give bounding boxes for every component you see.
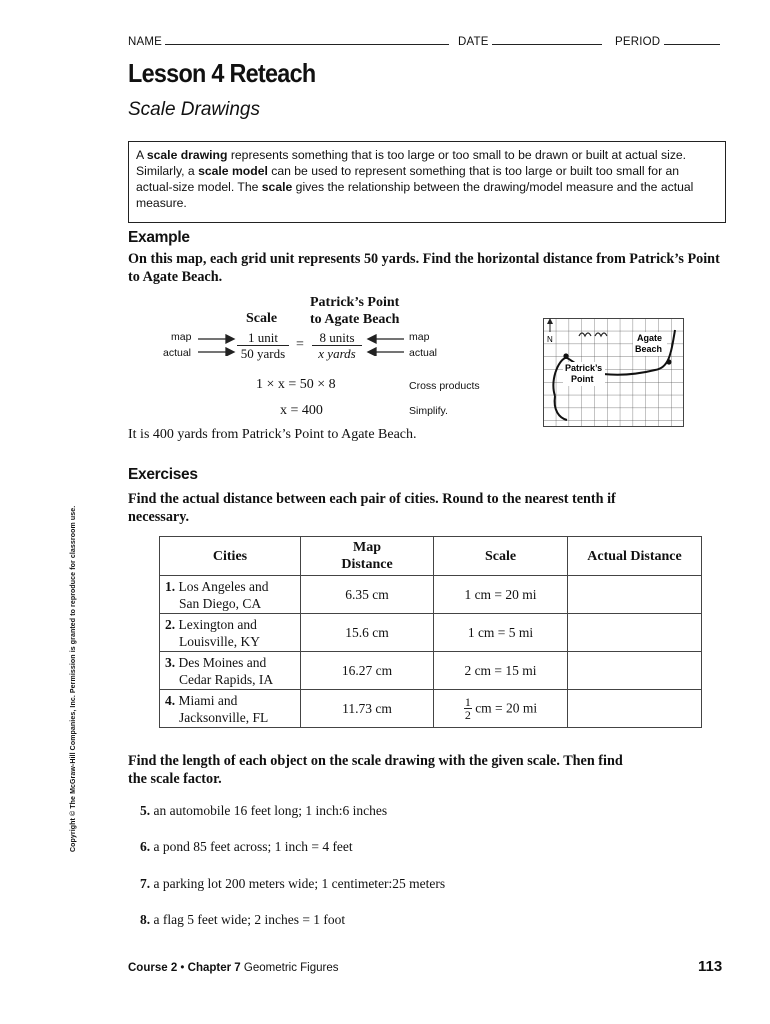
city-line1: Miami and <box>178 692 238 708</box>
table-row <box>160 690 702 728</box>
footer-chapter: Chapter 7 <box>187 962 241 974</box>
patrick-label-2: Point <box>571 374 594 384</box>
column-header-cities: Cities <box>160 537 301 576</box>
actual-distance-cell[interactable] <box>568 690 702 728</box>
city-line2: San Diego, CA <box>179 595 262 611</box>
exercises-instruction-1: Find the actual distance between each pair of cities. Round to the nearest tenth if necessary. <box>128 491 616 525</box>
term-scale-drawing: scale drawing <box>146 148 228 162</box>
table-row <box>160 614 702 652</box>
footer-course: Course 2 <box>128 962 178 974</box>
exercises-instruction-2: Find the length of each object on the scale drawing with the given scale. Then find the scale factor. <box>128 753 623 787</box>
item-text: a flag 5 feet wide; 2 inches = 1 foot <box>153 912 346 927</box>
definition-text: gives the relationship between the drawing/model measure and the actual measure. <box>136 180 694 210</box>
row-number: 4. <box>165 692 176 708</box>
city-line2: Louisville, KY <box>179 633 260 649</box>
actual-label-right: actual <box>409 347 438 359</box>
right-arrows <box>366 332 406 356</box>
map-distance-cell: 6.35 cm <box>301 576 434 614</box>
fraction-denominator: 50 yards <box>240 346 286 361</box>
city-cell <box>160 690 301 728</box>
fraction-distance <box>312 330 362 362</box>
exercise-item <box>140 912 345 928</box>
actual-distance-cell[interactable] <box>568 576 702 614</box>
city-line2: Cedar Rapids, IA <box>179 671 274 687</box>
definition-text: A <box>136 148 147 162</box>
item-text: a pond 85 feet across; 1 inch = 4 feet <box>153 839 353 854</box>
column-header-map-distance <box>301 537 434 576</box>
example-heading: Example <box>128 229 190 246</box>
table-row <box>160 652 702 690</box>
item-number: 6. <box>140 839 151 854</box>
scale-text: cm = 20 mi <box>471 700 538 716</box>
period-field <box>615 34 720 48</box>
cross-products-equation: 1 × x = 50 × 8 <box>256 377 336 392</box>
page-number: 113 <box>698 958 723 975</box>
fraction-numerator: 1 <box>464 695 471 709</box>
actual-distance-cell[interactable] <box>568 614 702 652</box>
example-prompt: On this map, each grid unit represents 50 yards. Find the horizontal distance from Patrick’s Point to Agate Beach. <box>128 251 720 285</box>
map-label-right: map <box>409 331 430 343</box>
example-conclusion: It is 400 yards from Patrick’s Point to Agate Beach. <box>128 427 417 442</box>
item-number: 7. <box>140 876 151 891</box>
page-subtitle: Scale Drawings <box>128 99 260 120</box>
patrick-label-1: Patrick’s <box>565 363 603 373</box>
definition-text: can be used to represent something that is too large or built too small for an actual-size model. The <box>136 164 680 194</box>
grid-map <box>543 318 693 430</box>
map-label-left: map <box>171 331 192 343</box>
term-scale-model: scale model <box>198 164 268 178</box>
city-cell <box>160 652 301 690</box>
exercise-item <box>140 876 445 892</box>
footer-bullet: • <box>180 962 185 974</box>
date-label: DATE <box>458 36 489 48</box>
row-number: 2. <box>165 616 176 632</box>
column-header-scale: Scale <box>434 537 568 576</box>
item-text: a parking lot 200 meters wide; 1 centimeter:25 meters <box>153 876 446 891</box>
agate-label-2: Beach <box>635 344 663 354</box>
equals-sign: = <box>296 337 304 352</box>
cross-products-note: Cross products <box>409 380 480 392</box>
city-line2: Jacksonville, FL <box>179 709 269 725</box>
date-field <box>458 34 602 48</box>
point-heading-line2: to Agate Beach <box>310 312 400 327</box>
simplify-note: Simplify. <box>409 405 448 417</box>
city-cell <box>160 576 301 614</box>
name-line <box>165 34 449 45</box>
scale-cell: 2 cm = 15 mi <box>434 652 568 690</box>
left-arrows <box>196 332 236 356</box>
scale-cell: 1 cm = 5 mi <box>434 614 568 652</box>
column-header-actual-distance: Actual Distance <box>568 537 702 576</box>
actual-label-left: actual <box>163 347 192 359</box>
fraction-numerator: 8 units <box>312 330 362 346</box>
fraction-scale <box>237 330 289 362</box>
actual-distance-cell[interactable] <box>568 652 702 690</box>
fraction-numerator: 1 unit <box>237 330 289 346</box>
exercises-heading: Exercises <box>128 466 198 483</box>
exercise-item <box>140 839 353 855</box>
table-header-row <box>160 537 702 576</box>
point-column-heading <box>310 294 399 328</box>
header-fields <box>128 34 449 48</box>
fraction-denominator: x yards <box>318 346 356 361</box>
agate-label-1: Agate <box>637 333 663 343</box>
period-line <box>664 34 720 45</box>
row-number: 3. <box>165 654 176 670</box>
scale-cell: 1 cm = 20 mi <box>434 576 568 614</box>
cities-table <box>159 536 702 728</box>
table-row <box>160 576 702 614</box>
map-distance-cell: 15.6 cm <box>301 614 434 652</box>
city-line1: Lexington and <box>178 616 257 632</box>
scale-column-heading: Scale <box>246 311 278 326</box>
item-text: an automobile 16 feet long; 1 inch:6 inches <box>153 803 388 818</box>
exercise-item <box>140 803 387 819</box>
term-scale: scale <box>261 180 293 194</box>
half-fraction <box>464 696 472 721</box>
footer-topic: Geometric Figures <box>243 962 339 974</box>
simplify-equation: x = 400 <box>280 403 323 418</box>
north-label: N <box>547 335 553 344</box>
copyright-notice: Copyright © The McGraw-Hill Companies, Inc. Permission is granted to reproduce for classroom use. <box>70 505 77 852</box>
scale-cell <box>434 690 568 728</box>
city-line1: Des Moines and <box>178 654 267 670</box>
city-cell <box>160 614 301 652</box>
period-label: PERIOD <box>615 36 661 48</box>
definition-box <box>128 141 726 223</box>
name-label: NAME <box>128 36 163 48</box>
footer-course-info <box>128 962 339 974</box>
map-distance-heading-text: Map Distance <box>341 540 393 572</box>
definition-text: represents something that is too large or too small to be drawn or built at actual size. Similarly, a <box>136 148 687 178</box>
fraction-denominator: 2 <box>464 708 471 722</box>
map-distance-cell: 16.27 cm <box>301 652 434 690</box>
item-number: 5. <box>140 803 151 818</box>
map-distance-cell: 11.73 cm <box>301 690 434 728</box>
point-heading-line1: Patrick’s Point <box>310 295 400 310</box>
page-title: Lesson 4 Reteach <box>128 58 316 88</box>
date-line <box>492 34 602 45</box>
item-number: 8. <box>140 912 151 927</box>
row-number: 1. <box>165 578 176 594</box>
city-line1: Los Angeles and <box>178 578 269 594</box>
